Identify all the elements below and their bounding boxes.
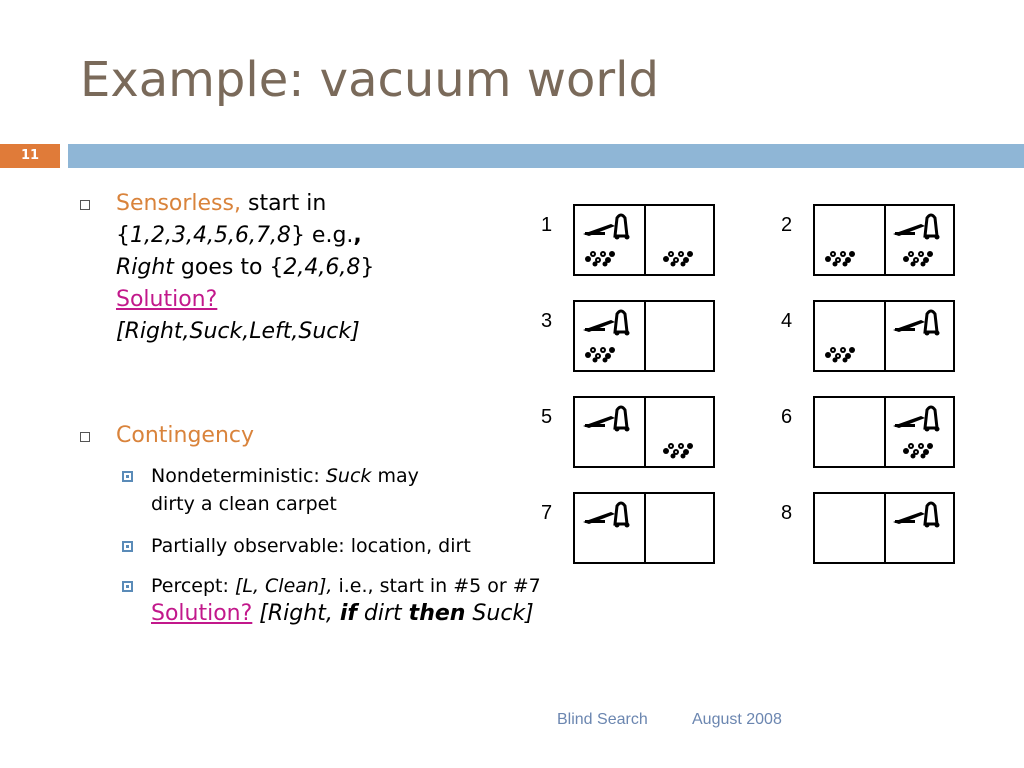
footer-date: August 2008 [692,711,782,728]
vacuum-icon [891,210,943,240]
grid-divider [644,206,646,274]
dirt-icon [823,342,857,364]
vacuum-icon [581,498,633,528]
bullet-square-icon [80,200,90,210]
start-in-text: start in [240,191,327,216]
dirt-icon [661,438,695,460]
bullet-square-icon [80,432,90,442]
state-grid [573,396,715,468]
vacuum-icon [891,498,943,528]
state-label: 2 [781,214,793,236]
state-label: 8 [781,502,793,524]
state-grid [573,492,715,564]
right-text: Right [116,255,174,280]
state-label: 4 [781,310,793,332]
state-grid [573,204,715,276]
state-label: 7 [541,502,553,524]
vacuum-world-states-diagram [535,198,975,576]
slide-number: 11 [0,144,60,168]
sub-bullet-icon [122,581,133,592]
state-grid [813,300,955,372]
state-grid [813,396,955,468]
sensorless-heading: Sensorless, [116,191,241,216]
state-grid [573,300,715,372]
grid-divider [644,494,646,562]
set-values: 1,2,3,4,5,6,7,8 [130,223,291,248]
grid-divider [644,302,646,370]
grid-divider [644,398,646,466]
dirt-icon [583,342,617,364]
sensorless-solution-link[interactable]: Solution? [116,287,218,312]
vacuum-icon [891,306,943,336]
dirt-icon [901,246,935,268]
vacuum-icon [581,210,633,240]
contingency-heading: Contingency [116,423,255,448]
contingency-solution-link[interactable]: Solution? [151,601,253,626]
grid-divider [884,302,886,370]
footer-topic: Blind Search [557,711,648,728]
state-label: 1 [541,214,553,236]
dirt-icon [661,246,695,268]
state-grid [813,492,955,564]
dirt-icon [823,246,857,268]
grid-divider [884,494,886,562]
header-bar [68,144,1024,168]
sub-bullet-icon [122,471,133,482]
grid-divider [884,398,886,466]
sub-bullet-icon [122,541,133,552]
state-label: 6 [781,406,793,428]
vacuum-icon [581,402,633,432]
eg-text: e.g. [304,223,354,248]
vacuum-icon [891,402,943,432]
state-label: 3 [541,310,553,332]
sensorless-solution: [Right,Suck,Left,Suck] [116,319,360,344]
grid-divider [884,206,886,274]
slide-title: Example: vacuum world [80,52,659,108]
dirt-icon [583,246,617,268]
vacuum-icon [581,306,633,336]
state-label: 5 [541,406,553,428]
dirt-icon [901,438,935,460]
state-grid [813,204,955,276]
goes-values: 2,4,6,8 [283,255,361,280]
